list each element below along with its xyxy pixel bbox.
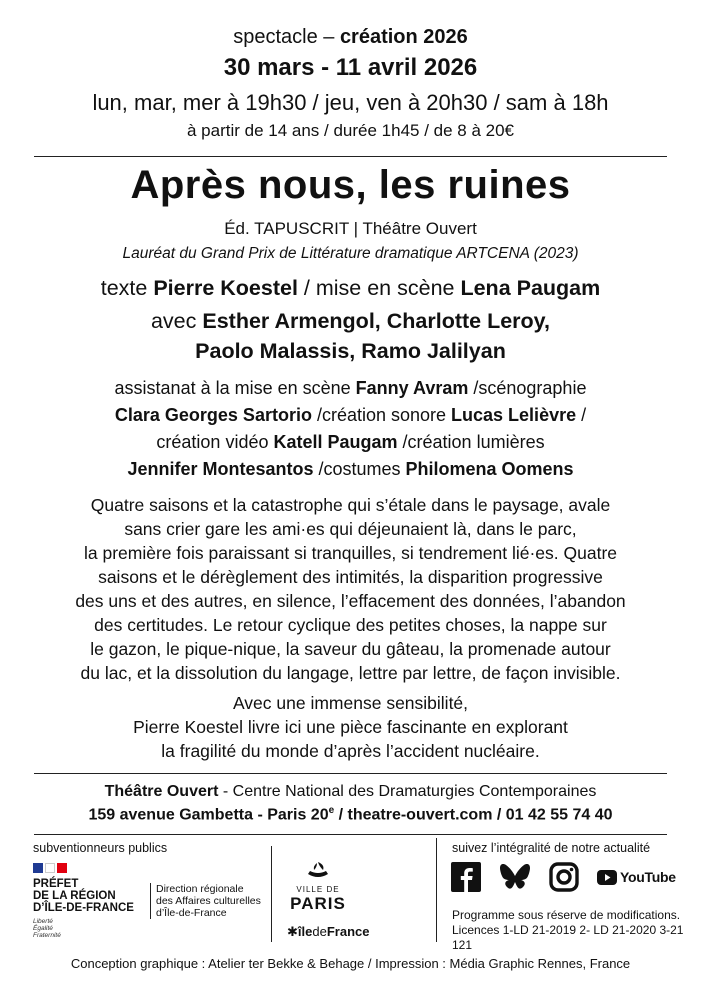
legal-notes	[452, 908, 701, 953]
paris-logo	[288, 860, 348, 914]
youtube-label: YouTube	[620, 869, 676, 885]
team-name: Jennifer Montesantos	[127, 459, 314, 479]
synopsis-line: Quatre saisons et la catastrophe qui s’étale dans le paysage, avale	[90, 495, 611, 515]
prefet-line: D’ÎLE-DE-FRANCE	[33, 902, 134, 914]
divider-top	[34, 156, 667, 157]
address-sup: e	[328, 805, 335, 816]
team-role: /création sonore	[311, 405, 452, 425]
team-role: /création lumières	[397, 432, 545, 452]
team-name: Clara Georges Sartorio	[114, 405, 312, 425]
show-type-prefix: spectacle –	[233, 26, 340, 48]
show-type	[0, 26, 701, 49]
flag-white	[45, 863, 55, 873]
drac-line: des Affaires culturelles	[156, 895, 261, 907]
facebook-icon[interactable]	[451, 862, 481, 892]
social-label: suivez l’intégralité de notre actualité	[452, 841, 651, 855]
motto-line: Égalité	[33, 925, 53, 932]
closing-line: la fragilité du monde d’après l’accident nucléaire.	[161, 741, 540, 761]
ville-de-text: VILLE DE	[296, 885, 340, 894]
venue-line	[0, 783, 701, 801]
prefet-line: PRÉFET	[33, 878, 79, 890]
team-name: Fanny Avram	[355, 378, 469, 398]
texte-label: texte	[100, 276, 154, 300]
team-role: assistanat à la mise en scène	[114, 378, 356, 398]
closing-line: Pierre Koestel livre ici une pièce fascinante en explorant	[133, 717, 568, 737]
drac-line: Direction régionale	[156, 883, 244, 895]
divider-bottom	[34, 834, 667, 835]
idf-text-c: France	[326, 924, 370, 939]
notes-line: Licences 1-LD 21-2019 2- LD 21-2020 3-21 121	[452, 923, 684, 952]
prefet-logo	[33, 863, 134, 939]
motto-line: Liberté	[33, 918, 53, 925]
divider-middle	[34, 773, 667, 774]
team-role: /costumes	[313, 459, 406, 479]
publisher: Éd. TAPUSCRIT | Théâtre Ouvert	[224, 219, 477, 238]
synopsis-line: des certitudes. Le retour cyclique des petites choses, la nappe sur	[94, 615, 607, 635]
iledefrance-logo	[287, 924, 369, 940]
bluesky-icon[interactable]	[499, 863, 531, 891]
flag-red	[57, 863, 67, 873]
instagram-icon[interactable]	[549, 862, 579, 892]
team-role: création vidéo	[156, 432, 274, 452]
credits-author-director	[0, 276, 701, 301]
idf-star-icon: ✱	[287, 924, 298, 939]
venue-address	[0, 805, 701, 824]
flag-blue	[33, 863, 43, 873]
team-line-2	[0, 405, 701, 426]
marianne-flag-icon	[33, 863, 134, 873]
venue-name: Théâtre Ouvert	[104, 783, 219, 800]
credits-cast-line2	[0, 339, 701, 364]
address-contact: / theatre-ouvert.com / 01 42 55 74 40	[334, 806, 613, 824]
team-line-1	[0, 378, 701, 399]
synopsis-line: le gazon, le pique-nique, la saveur du gâteau, la promenade autour	[90, 639, 611, 659]
youtube-logo[interactable]	[597, 869, 676, 885]
youtube-icon	[597, 870, 617, 885]
team-name: Philomena Oomens	[405, 459, 574, 479]
separator-right	[436, 838, 437, 942]
synopsis-line: sans crier gare les ami·es qui déjeunaient là, dans le parc,	[124, 519, 577, 539]
synopsis-line: des uns et des autres, en silence, l’effacement des données, l’abandon	[75, 591, 626, 611]
idf-text-b: de	[312, 924, 327, 939]
separator-left	[271, 846, 272, 942]
drac-logo	[150, 883, 261, 919]
credits-cast-line1	[0, 309, 701, 334]
team-line-4	[0, 459, 701, 480]
team-name: Lucas Lelièvre	[451, 405, 577, 425]
show-info: à partir de 14 ans / durée 1h45 / de 8 à 20€	[186, 121, 515, 140]
sponsors-label: subventionneurs publics	[33, 841, 168, 855]
page-title: Après nous, les ruines	[130, 163, 571, 207]
idf-text-a: île	[297, 924, 313, 939]
synopsis-line: du lac, et la dissolution du langage, lettre par lettre, de façon invisible.	[80, 663, 621, 683]
mise-label: / mise en scène	[297, 276, 461, 300]
author-name: Pierre Koestel	[153, 276, 298, 300]
paris-text: PARIS	[290, 894, 346, 913]
team-line-3	[0, 432, 701, 453]
closing-line: Avec une immense sensibilité,	[232, 693, 469, 713]
cast-names-2: Paolo Malassis, Ramo Jalilyan	[195, 339, 506, 363]
director-name: Lena Paugam	[460, 276, 601, 300]
social-icons	[451, 862, 676, 892]
prefet-line: DE LA RÉGION	[33, 890, 116, 902]
team-separator: /	[576, 405, 587, 425]
prize: Lauréat du Grand Prix de Littérature dramatique ARTCENA (2023)	[122, 245, 579, 262]
cast-names-1: Esther Armengol, Charlotte Leroy,	[202, 309, 551, 333]
drac-line: d’Île-de-France	[156, 907, 227, 919]
show-schedule: lun, mar, mer à 19h30 / jeu, ven à 20h30 / sam à 18h	[92, 90, 609, 115]
team-role: /scénographie	[468, 378, 587, 398]
address-street: 159 avenue Gambetta - Paris 20	[88, 806, 329, 824]
motto-line: Fraternité	[33, 932, 61, 939]
paris-ship-icon	[305, 860, 331, 880]
notes-line: Programme sous réserve de modifications.	[452, 908, 681, 922]
show-dates: 30 mars - 11 avril 2026	[223, 54, 478, 81]
synopsis-line: la première fois paraissant si tranquilles, si tendrement lié·es. Quatre	[83, 543, 617, 563]
team-name: Katell Paugam	[273, 432, 398, 452]
synopsis-line: saisons et le dérèglement des intimités, la disparition progressive	[98, 567, 603, 587]
avec-label: avec	[150, 309, 203, 333]
design-credits: Conception graphique : Atelier ter Bekke & Behage / Impression : Média Graphic Rennes, France	[70, 956, 631, 971]
prefet-motto	[33, 918, 134, 939]
venue-desc: - Centre National des Dramaturgies Contemporaines	[218, 783, 597, 800]
show-creation: création 2026	[339, 26, 468, 48]
